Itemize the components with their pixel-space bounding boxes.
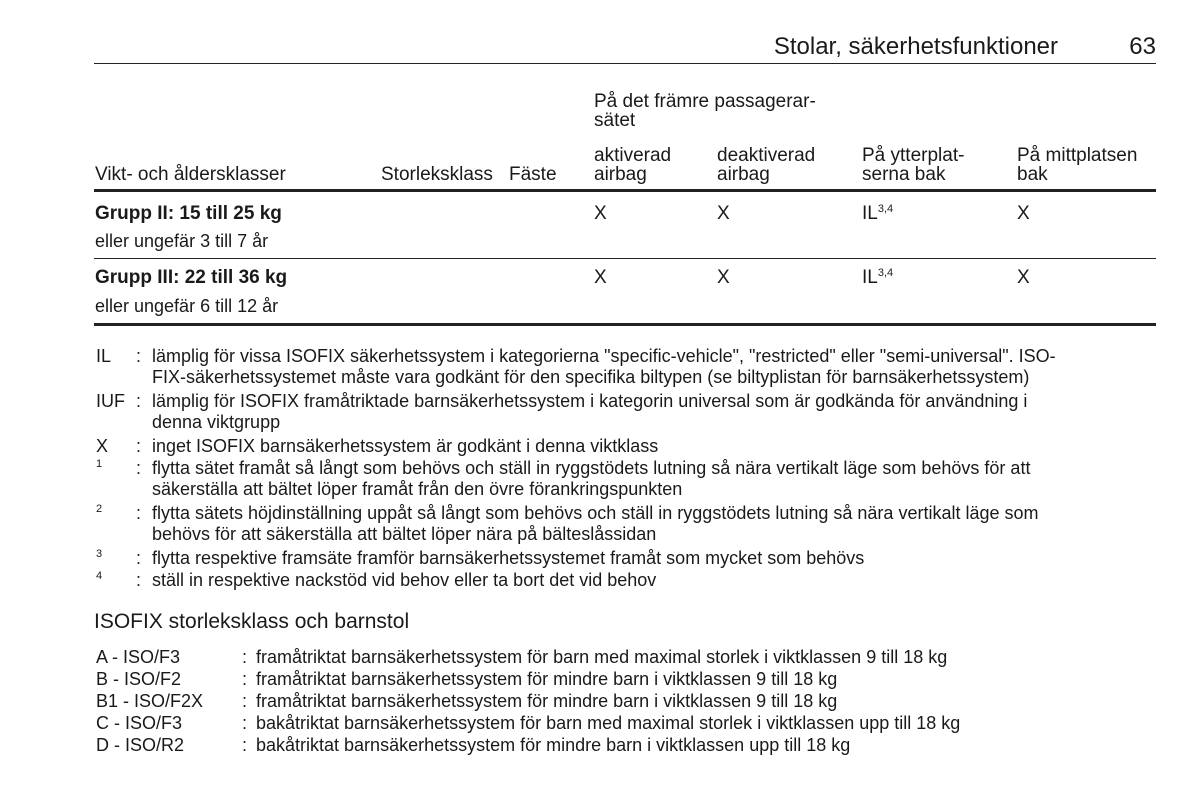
legend-colon: : <box>136 346 142 366</box>
isofix-class-text: bakåtriktat barnsäkerhetssystem för mindre barn i viktklassen upp till 18 kg <box>256 735 851 755</box>
legend-item-x <box>94 436 1164 457</box>
legend-key: 4 <box>96 570 103 582</box>
isofix-class-colon: : <box>242 713 248 733</box>
legend-key: 1 <box>96 458 103 470</box>
legend-text: lämplig för ISOFIX framåtriktade barnsäkerhetssystem i kategorin universal som är godkända för användning i denna viktgrupp <box>152 391 1028 432</box>
legend-colon: : <box>136 570 142 590</box>
isofix-class-key: A - ISO/F3 <box>96 647 181 667</box>
legend-colon: : <box>136 391 142 411</box>
row1-outer-rear <box>862 204 893 223</box>
legend-item-il <box>94 346 1164 390</box>
row2-airbag-on: X <box>594 267 607 288</box>
isofix-class-item <box>94 712 1154 734</box>
legend <box>94 346 1164 592</box>
row2-group: Grupp III: 22 till 36 kg <box>95 267 288 288</box>
isofix-class-colon: : <box>242 647 248 667</box>
legend-colon: : <box>136 503 142 523</box>
row2-age: eller ungefär 6 till 12 år <box>95 296 279 316</box>
legend-key: 2 <box>96 503 103 515</box>
isofix-heading: ISOFIX storleksklass och barnstol <box>94 610 410 633</box>
th-airbag-on: aktiverad airbag <box>594 145 672 185</box>
legend-text: flytta sätets höjdinställning uppåt så långt som behövs och ställ in ryggstödets lutning så nära vertikalt läge som behövs för att säkerställa att bältet löper nära på bälteslåssidan <box>152 503 1039 544</box>
legend-item-iuf <box>94 391 1164 435</box>
isofix-class-text: framåtriktat barnsäkerhetssystem för mindre barn i viktklassen 9 till 18 kg <box>256 691 838 711</box>
table-bottom-rule <box>94 323 1156 326</box>
legend-text: flytta respektive framsäte framför barnsäkerhetssystemet framåt som mycket som behövs <box>152 548 865 568</box>
th-weight-age: Vikt- och åldersklasser <box>95 164 286 185</box>
isofix-class-item <box>94 690 1154 712</box>
legend-key: X <box>96 436 109 456</box>
legend-item-footnote-1 <box>94 458 1164 502</box>
isofix-class-key: B1 - ISO/F2X <box>96 691 204 711</box>
table-header-rule <box>94 189 1156 192</box>
row1-center-rear: X <box>1017 203 1030 224</box>
row2-center-rear: X <box>1017 267 1030 288</box>
legend-text: lämplig för vissa ISOFIX säkerhetssystem i kategorierna "specific-vehicle", "restricted" eller "semi-universal". ISO- FIX-säkerhetssystemet måste vara godkänt för den specifika biltypen (se biltyplistan för barnsäkerhetssystem) <box>152 346 1056 387</box>
isofix-class-list <box>94 646 1154 756</box>
row1-airbag-off: X <box>717 203 730 224</box>
th-fastening: Fäste <box>509 164 557 185</box>
th-size-class: Storleksklass <box>381 164 493 185</box>
legend-item-footnote-2 <box>94 503 1164 547</box>
row2-outer-rear-footnote: 3,4 <box>877 267 894 279</box>
isofix-class-item <box>94 734 1154 756</box>
legend-key: IUF <box>96 391 125 411</box>
row2-airbag-off: X <box>717 267 730 288</box>
legend-colon: : <box>136 458 142 478</box>
th-outer-rear: På ytterplat- serna bak <box>862 145 965 185</box>
row2-outer-rear-value: IL <box>862 267 878 288</box>
row1-outer-rear-value: IL <box>862 203 878 224</box>
row1-airbag-on: X <box>594 203 607 224</box>
isofix-class-key: D - ISO/R2 <box>96 735 185 755</box>
isofix-class-item <box>94 646 1154 668</box>
legend-item-footnote-4 <box>94 570 1164 591</box>
legend-colon: : <box>136 548 142 568</box>
th-front-passenger: På det främre passagerar- sätet <box>594 91 816 131</box>
isofix-class-text: framåtriktat barnsäkerhetssystem för barn med maximal storlek i viktklassen 9 till 18 kg <box>256 647 948 667</box>
th-airbag-off: deaktiverad airbag <box>717 145 816 185</box>
row1-outer-rear-footnote: 3,4 <box>877 203 894 215</box>
isofix-class-colon: : <box>242 735 248 755</box>
section-title: Stolar, säkerhetsfunktioner <box>773 33 1058 60</box>
isofix-class-key: B - ISO/F2 <box>96 669 182 689</box>
isofix-class-colon: : <box>242 669 248 689</box>
header-divider <box>94 63 1156 64</box>
legend-key: 3 <box>96 548 103 560</box>
row2-outer-rear <box>862 268 893 287</box>
row1-age: eller ungefär 3 till 7 år <box>95 231 269 251</box>
isofix-class-text: framåtriktat barnsäkerhetssystem för mindre barn i viktklassen 9 till 18 kg <box>256 669 838 689</box>
th-center-rear: På mittplatsen bak <box>1017 145 1138 185</box>
legend-colon: : <box>136 436 142 456</box>
legend-text: inget ISOFIX barnsäkerhetssystem är godkänt i denna viktklass <box>152 436 659 456</box>
isofix-class-key: C - ISO/F3 <box>96 713 183 733</box>
page-number: 63 <box>1129 33 1156 60</box>
legend-text: flytta sätet framåt så långt som behövs och ställ in ryggstödets lutning så nära vertikalt läge som behövs för att säkerställa att bältet löper framåt från den övre förankringspunkten <box>152 458 1031 499</box>
isofix-class-colon: : <box>242 691 248 711</box>
isofix-class-text: bakåtriktat barnsäkerhetssystem för barn med maximal storlek i viktklassen upp till 18 kg <box>256 713 961 733</box>
isofix-class-item <box>94 668 1154 690</box>
legend-item-footnote-3 <box>94 548 1164 569</box>
legend-key: IL <box>96 346 112 366</box>
row1-group: Grupp II: 15 till 25 kg <box>95 203 282 224</box>
legend-text: ställ in respektive nackstöd vid behov eller ta bort det vid behov <box>152 570 657 590</box>
table-row-divider <box>94 258 1156 259</box>
